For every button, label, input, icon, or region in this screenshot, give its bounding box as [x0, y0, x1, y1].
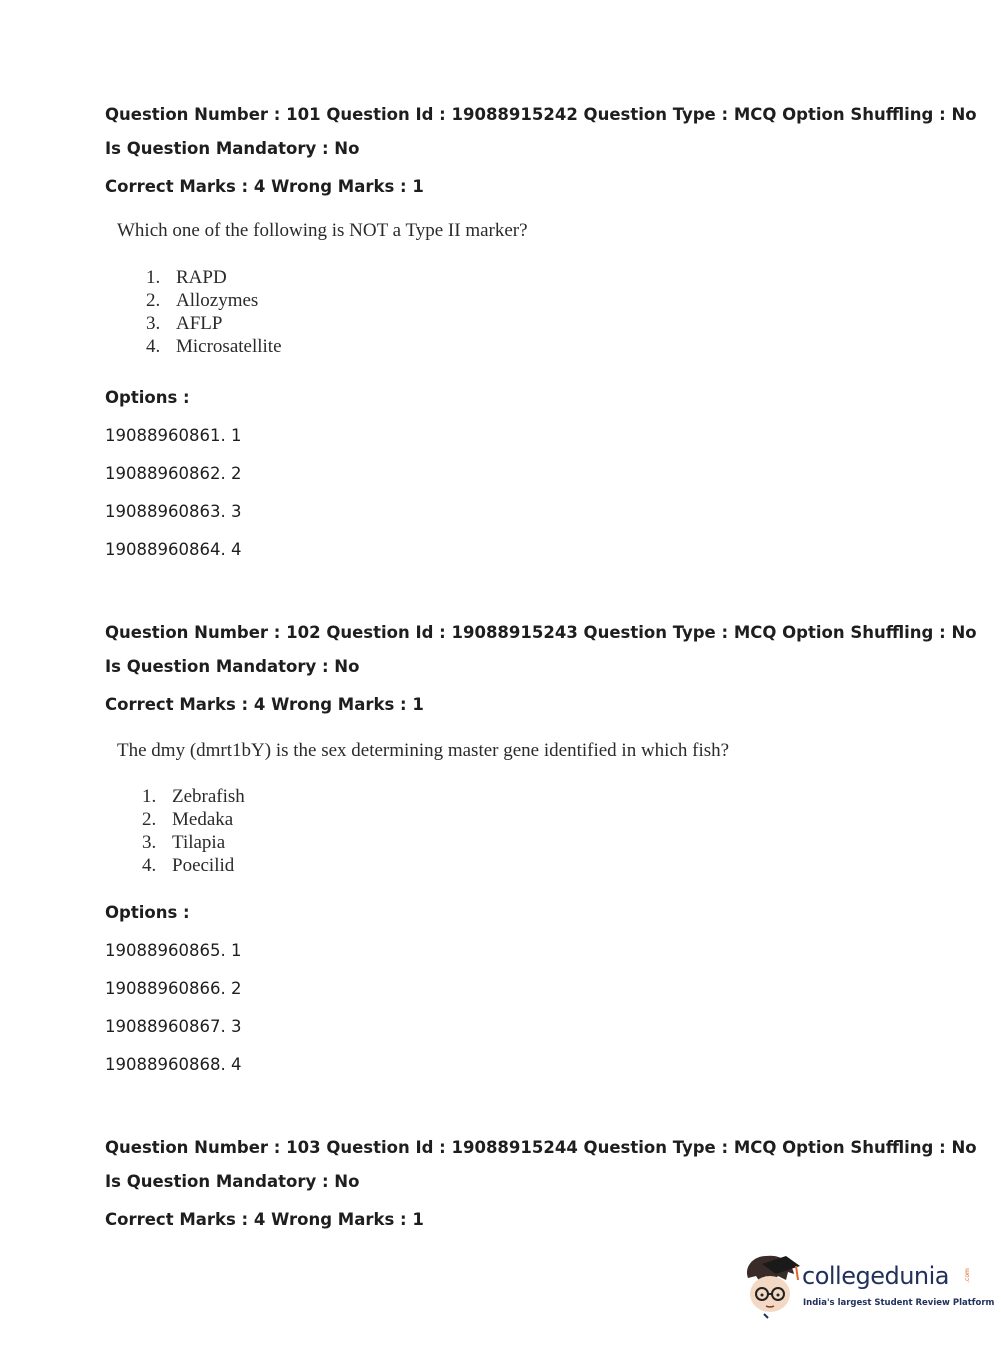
logo-wordmark: collegedunia [802, 1262, 950, 1290]
choice-item: 3. Tilapia [142, 832, 226, 853]
option-row: 19088960864. 4 [105, 540, 242, 559]
option-row: 19088960866. 2 [105, 979, 242, 998]
question-header: Question Number : 102 Question Id : 19088915243 Question Type : MCQ Option Shuffling : No [105, 623, 977, 642]
choice-item: 2. Medaka [142, 809, 234, 830]
choice-item: 2. Allozymes [146, 290, 259, 311]
option-row: 19088960862. 2 [105, 464, 242, 483]
choice-item: 1. RAPD [146, 267, 227, 288]
mascot-icon [742, 1250, 802, 1320]
option-row: 19088960863. 3 [105, 502, 242, 521]
question-marks: Correct Marks : 4 Wrong Marks : 1 [105, 177, 424, 196]
logo-suffix: .com [963, 1268, 971, 1283]
question-stem: Which one of the following is NOT a Type II marker? [117, 220, 528, 241]
options-label: Options : [105, 388, 190, 407]
options-label: Options : [105, 903, 190, 922]
logo-tagline: India's largest Student Review Platform [803, 1298, 995, 1308]
choice-item: 3. AFLP [146, 313, 223, 334]
answer-choices [142, 785, 245, 877]
collegedunia-logo [742, 1250, 995, 1320]
option-row: 19088960867. 3 [105, 1017, 242, 1036]
option-row: 19088960861. 1 [105, 426, 242, 445]
question-marks: Correct Marks : 4 Wrong Marks : 1 [105, 695, 424, 714]
question-mandatory: Is Question Mandatory : No [105, 657, 360, 676]
answer-choices [146, 266, 282, 358]
question-stem: The dmy (dmrt1bY) is the sex determining master gene identified in which fish? [117, 740, 730, 761]
choice-item: 1. Zebrafish [142, 786, 245, 807]
option-row: 19088960868. 4 [105, 1055, 242, 1074]
question-mandatory: Is Question Mandatory : No [105, 1172, 360, 1191]
question-mandatory: Is Question Mandatory : No [105, 139, 360, 158]
choice-item: 4. Poecilid [142, 855, 235, 876]
option-row: 19088960865. 1 [105, 941, 242, 960]
question-marks: Correct Marks : 4 Wrong Marks : 1 [105, 1210, 424, 1229]
question-header: Question Number : 103 Question Id : 19088915244 Question Type : MCQ Option Shuffling : No [105, 1138, 977, 1157]
choice-item: 4. Microsatellite [146, 336, 282, 357]
question-header: Question Number : 101 Question Id : 19088915242 Question Type : MCQ Option Shuffling : No [105, 105, 977, 124]
